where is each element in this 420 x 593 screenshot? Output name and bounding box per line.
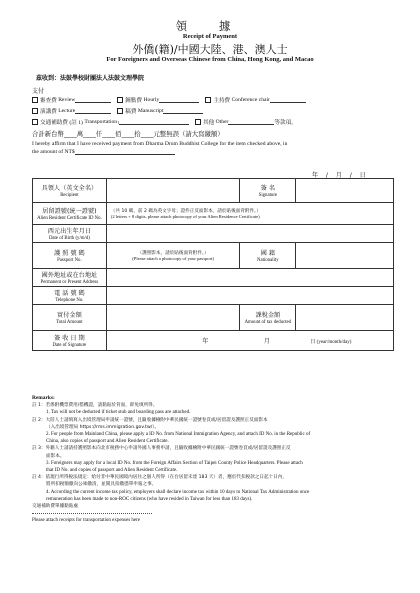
remark-3-en: 3. Foreigners may apply for a local ID No. from the Foreign Affairs Section of Taipei County Police Headquarters. Please attach: [46, 460, 303, 466]
transport-receipt-area-zh: 交通補助費單據黏貼處: [32, 504, 78, 510]
remark-1-zh: 註 1：若係附機票費用/搭機證，請黏貼於背面，即免填所得。: [32, 403, 158, 409]
sign-date-input[interactable]: [106, 331, 393, 351]
affirm-amount-label: the amount of NT$: [32, 149, 75, 155]
recipient-label: 具領人（英文全名） Recipient: [33, 179, 107, 203]
passport-label: 護 照 號 碼 Passport No.: [33, 243, 107, 269]
signature-input[interactable]: [296, 179, 394, 203]
remark-3-en-cont: that ID No. and copies of passport and Alien Resident Certificate.: [46, 468, 178, 474]
sign-date-label: 簽 收 日 期 Date of Signature: [33, 331, 107, 351]
lecture-fee-label-en: Lecture: [58, 108, 76, 114]
other-fee-item: [195, 118, 297, 126]
affirm-line-2: [32, 149, 175, 155]
fee-row-3: [32, 118, 303, 126]
remark-4-en-cont: remuneration has been made to non-ROC citizens (who have resided in Taiwan for less than 183 days).: [46, 496, 253, 502]
dob-label: 西元出生年月日 Date of Birth (y/m/d): [33, 225, 107, 243]
arc-label: 居留證號(統一證號) Alien Resident Certificate ID No.: [33, 203, 107, 225]
other-fee-suffix: 等款項。: [274, 120, 297, 126]
total-amount-label: 實付金額 Total Amount: [33, 305, 107, 331]
table-row: [33, 331, 394, 351]
table-row: [33, 203, 394, 225]
arc-note-zh: （共 10 碼，前 2 碼為英文字母；證件正反面影本，請於貼後面背附件。）: [110, 209, 261, 214]
transport-receipt-area-en: Please attach receipts for transportation expenses here: [32, 518, 141, 524]
remark-4-zh: 註 4：依現行所得稅法規定：給付非中華民國境內居住之個人所得（在台居留未達 183 天）者，應於代扣稅款之日起十日內，: [32, 475, 287, 481]
fee-row-1: [32, 96, 312, 104]
chair-fee-label-zh: 主持費: [213, 98, 231, 104]
table-row: [33, 305, 394, 331]
page-subtitle-en: For Foreigners and Overseas Chinese from China, Hong Kong, and Macao: [106, 56, 314, 63]
transport-fee-label-en: Transportation: [84, 119, 118, 125]
arc-note-en: (2 letters + 8 digits, please attach photocopy of your Alien Residence Certificate): [110, 214, 260, 219]
affirm-line-1: I hereby affirm that I have received payment from Dharma Drum Buddhist College for the item checked above, in: [32, 141, 288, 147]
remark-4-zh-cont: 將所扣稅額繳向公庫繳清，並開具扣繳憑單申報之事。: [46, 482, 157, 488]
sign-date-day: 日 (year/month/day): [310, 340, 352, 345]
remark-1-en: 1. Tax will not be deducted if ticket stub and boarding pass are attached.: [46, 410, 191, 416]
manuscript-fee-field[interactable]: [163, 108, 203, 114]
transport-fee-field[interactable]: [119, 119, 189, 125]
transport-fee-checkbox[interactable]: [32, 119, 38, 125]
pay-label: 支付: [32, 88, 45, 95]
lecture-fee-item: [32, 107, 111, 115]
remark-2-en: 2. For people from Mainland China, please apply a ID No. from National Immigration Agency, and attach ID No. in the Republic of: [46, 432, 311, 438]
dob-input[interactable]: [106, 225, 393, 243]
chair-fee-item: [205, 96, 306, 104]
phone-label: 電 話 號 碼 Telephone No.: [33, 287, 107, 305]
arc-input[interactable]: [106, 203, 393, 225]
manuscript-fee-label-en: Manuscript: [137, 108, 164, 114]
review-fee-label-en: Review: [58, 97, 76, 103]
lecture-fee-label-zh: 演講費: [40, 109, 57, 115]
manuscript-fee-checkbox[interactable]: [117, 108, 123, 114]
chair-fee-checkbox[interactable]: [205, 97, 211, 103]
fee-row-2: [32, 107, 209, 115]
page-subtitle: 外僑(籍)/中國大陸、港、澳人士: [132, 43, 288, 56]
other-fee-checkbox[interactable]: [195, 119, 201, 125]
remark-2-en-cont: China, also copies of passport and Alien Resident Certificate.: [46, 439, 169, 445]
table-row: [33, 225, 394, 243]
transport-footnote-marker: 1: [117, 119, 120, 125]
hourly-fee-label-en: Hourly: [143, 97, 160, 103]
manuscript-fee-item: [117, 107, 203, 115]
hourly-fee-checkbox[interactable]: [117, 97, 123, 103]
transport-fee-item: [32, 118, 189, 126]
date-header: 年 / 月 / 日: [312, 172, 369, 179]
address-label: 國外地址或在台地址 Permanent or Present Address: [33, 269, 107, 287]
transport-fee-note: (註 1): [69, 120, 83, 126]
table-row: [33, 243, 394, 269]
remark-3-zh: 註 3：外籍人士請請持護照影本向北市稅務中心申請外國人事務申請，且隨收據檢附中華民國統一證號卷頁或/居留證及護照正反: [32, 446, 291, 452]
transport-receipt-divider: [32, 510, 394, 517]
other-fee-label-en: Other: [215, 119, 229, 125]
passport-input[interactable]: [106, 243, 240, 269]
page-title-en: Receipt of Payment: [182, 33, 238, 40]
recipient-info-table: [32, 178, 394, 351]
transport-fee-label-zh: 交通補助費: [40, 120, 68, 126]
recipient-input[interactable]: [106, 179, 240, 203]
review-fee-label-zh: 審查費: [40, 98, 57, 104]
phone-input[interactable]: [106, 287, 393, 305]
tax-amount-label: 課稅金額 Amount of tax deducted: [240, 305, 296, 331]
sign-date-year: 年: [202, 338, 209, 345]
hourly-fee-item: [117, 96, 199, 104]
nationality-input[interactable]: [296, 243, 394, 269]
table-row: [33, 287, 394, 305]
table-row: [33, 269, 394, 287]
remark-2-zh-cont: （入出境管理局 https://rms.immigration.gov.tw/）。: [46, 424, 160, 430]
lecture-fee-checkbox[interactable]: [32, 108, 38, 114]
remarks-title: Remarks:: [32, 395, 55, 401]
total-amount-input[interactable]: [106, 305, 240, 331]
manuscript-fee-label-zh: 稿費: [125, 109, 137, 115]
remark-2-zh: 註 2：大陸人士請填寫入出境管理局申請統一證號，且隨收據檢附中華民國統一證號卷頁或/居留證及護照正反面影本: [32, 417, 268, 423]
sign-date-month: 月: [263, 338, 270, 345]
hourly-fee-field[interactable]: [159, 97, 199, 103]
passport-note-en: (Please attach a photocopy of your passport): [132, 256, 214, 261]
review-fee-item: [32, 96, 111, 104]
chair-fee-field[interactable]: [270, 97, 306, 103]
page-title: 領 據: [175, 19, 245, 33]
remark-4-en: 4. According the current income tax policy, employers shall declare income tax within 10 days to National Tax Administration once: [46, 489, 310, 495]
other-fee-label-zh: 其他: [203, 120, 215, 126]
nationality-label: 國 籍 Nationality: [240, 243, 296, 269]
total-amount-line: 合計新台幣____萬____仟____佰____拾____元整無誤（請大寫繳額）: [32, 130, 224, 138]
review-fee-checkbox[interactable]: [32, 97, 38, 103]
issuer-line: 茲收到：法鼓學校財團法人法鼓文理學院: [36, 75, 145, 82]
tax-amount-input[interactable]: [296, 305, 394, 331]
chair-fee-label-en: Conference chair: [231, 97, 270, 103]
lecture-fee-field[interactable]: [75, 108, 111, 114]
remark-3-zh-cont: 面影本。: [46, 453, 65, 459]
review-fee-field[interactable]: [75, 97, 111, 103]
remarks-section: [32, 395, 394, 525]
affirm-amount-field[interactable]: [75, 149, 175, 155]
other-fee-field[interactable]: [228, 119, 274, 125]
hourly-fee-label-zh: 鐘點費: [125, 98, 143, 104]
signature-label: 簽 名 Signature: [240, 179, 296, 203]
address-input[interactable]: [106, 269, 393, 287]
table-row: [33, 179, 394, 203]
passport-note-zh: （護照影本，請於貼後面背附件。）: [137, 251, 209, 256]
